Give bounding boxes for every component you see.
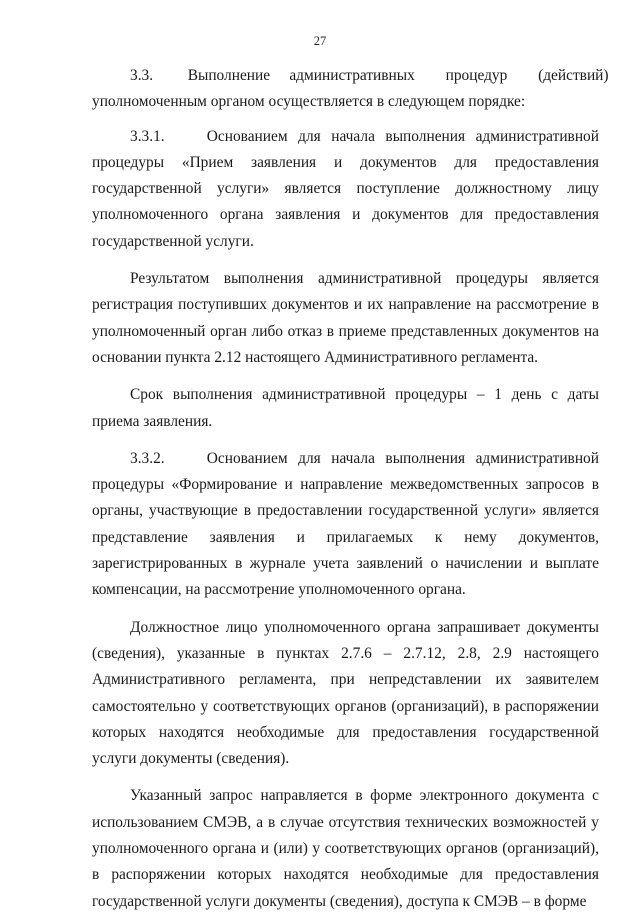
- paragraph-term: Срок выполнения административной процедуры – 1 день с даты приема заявления.: [92, 386, 599, 430]
- paragraph-3-3-2: 3.3.2. Основанием для начала выполнения административной процедуры «Формирование и направление межведомственных запросов в органы, участвующие в предоставлении государственной услуги» является представление заявления и прилагаемых к нему документов, зарегистрированных в журнале учета заявлений о начислении и выплате компенсации, на рассмотрение уполномоченного органа.: [92, 449, 599, 599]
- paragraph-result: Результатом выполнения административной процедуры является регистрация поступивших документов и их направление на рассмотрение в уполномоченный орган либо отказ в приеме представленных документов на основании пункта 2.12 настоящего Административного регламента.: [92, 270, 599, 366]
- paragraph-3-3: 3.3. Выполнение административных процедур (действий) уполномоченным органом осуществляется в следующем порядке:: [92, 67, 609, 111]
- page-number: 27: [313, 34, 327, 48]
- paragraph-official-request: Должностное лицо уполномоченного органа запрашивает документы (сведения), указанные в пунктах 2.7.6 – 2.7.12, 2.8, 2.9 настоящего Административного регламента, при непредставлении их заявителем самостоятельно у соответствующих органов (организаций), в распоряжении которых находятся необходимые для предоставления государственной услуги документы (сведения).: [92, 618, 599, 768]
- document-body: [92, 63, 609, 915]
- paragraph-3-3-1: 3.3.1. Основанием для начала выполнения административной процедуры «Прием заявления и документов для предоставления государственной услуги» является поступление должностному лицу уполномоченного органа заявления и документов для предоставления государственной услуги.: [92, 127, 599, 250]
- paragraph-request-form: Указанный запрос направляется в форме электронного документа с использованием СМЭВ, а в случае отсутствия технических возможностей у уполномоченного органа и (или) у соответствующих органов (организаций), в распоряжении которых находятся необходимые для предоставления государственной услуги документы (сведения), доступа к СМЭВ – в форме: [92, 787, 599, 910]
